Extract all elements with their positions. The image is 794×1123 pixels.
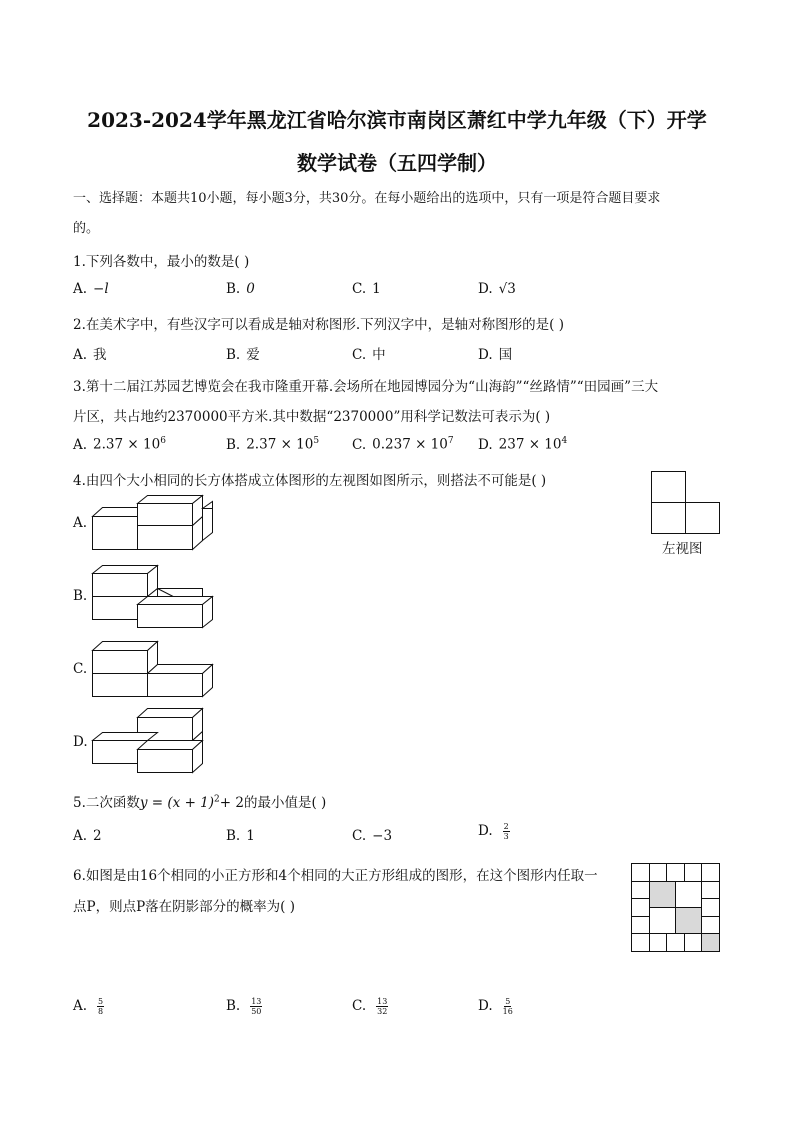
q6-option-a-fraction: $\frac{5}{8}$ [98, 997, 104, 1016]
q5-option-c: C. −3 [352, 828, 393, 844]
q5-stem: 5.二次函数$y = (x + 1)^2+ 2$的最小值是( ) [73, 794, 327, 811]
q3-stem-line2: 片区，共占地约2370000平方米.其中数据“2370000”用科学记数法可表示为( ) [73, 409, 551, 425]
q6-option-b: B. $\frac{13}{50}$ [226, 997, 262, 1016]
q6-option-c: C. $\frac{13}{32}$ [352, 997, 388, 1016]
exam-title-line2: 数学试卷（五四学制） [297, 151, 497, 175]
q3-option-d: D. $237 \times 10^4$ [478, 436, 568, 453]
q4-stem: 4.由四个大小相同的长方体搭成立体图形的左视图如图所示，则搭法不可能是( ) [73, 473, 547, 489]
q3-option-b: B. $2.37 \times 10^5$ [226, 436, 320, 453]
q2-stem: 2.在美术字中，有些汉字可以看成是轴对称图形.下列汉字中，是轴对称图形的是( ) [73, 317, 564, 333]
q2-option-c: C. 中 [352, 347, 386, 363]
q6-grid-figure [630, 862, 722, 954]
q1-stem: 1.下列各数中，最小的数是( ) [73, 254, 250, 270]
q4-option-b-label: B. [73, 588, 88, 604]
q1-option-d: D. √3 [478, 281, 516, 297]
q4-option-a-label: A. [73, 515, 88, 531]
q3-stem-line1: 3.第十二届江苏园艺博览会在我市隆重开幕.会场所在地园博园分为“山海韵”“丝路情”“田园画”三大 [73, 379, 659, 395]
q6-stem-line1: 6.如图是由16个相同的小正方形和4个相同的大正方形组成的图形，在这个图形内任取一 [73, 868, 598, 884]
q3-option-a: A. $2.37 \times 10^6$ [73, 436, 166, 453]
q6-option-c-fraction: $\frac{13}{32}$ [377, 997, 388, 1016]
q1-option-b: B. 0 [226, 281, 255, 297]
q6-option-d-fraction: $\frac{5}{16}$ [502, 997, 513, 1016]
exam-title-line1: 2023-2024学年黑龙江省哈尔滨市南岗区萧红中学九年级（下）开学 [87, 108, 707, 132]
q4-option-b-figure [90, 563, 220, 631]
q4-option-c-label: C. [73, 661, 88, 677]
left-view-figure [648, 469, 722, 535]
q3-option-c: C. $0.237 \times 10^7$ [352, 436, 454, 453]
q5-option-d: D. $\frac{2}{3}$ [478, 822, 509, 841]
q6-stem-line2: 点P，则点P落在阴影部分的概率为( ) [73, 899, 295, 915]
q1-option-c: C. 1 [352, 281, 381, 297]
q2-option-d: D. 国 [478, 347, 513, 363]
q4-option-d-figure [90, 706, 220, 776]
left-view-caption: 左视图 [662, 541, 703, 557]
q5-option-b: B. 1 [226, 828, 255, 844]
q6-option-b-fraction: $\frac{13}{50}$ [251, 997, 262, 1016]
q6-option-a: A. $\frac{5}{8}$ [73, 997, 104, 1016]
q2-option-a: A. 我 [73, 347, 107, 363]
q5-option-d-fraction: $\frac{2}{3}$ [503, 822, 509, 841]
q2-option-b: B. 爱 [226, 347, 260, 363]
section-instructions-line1: 一、选择题：本题共10小题，每小题3分，共30分。在每小题给出的选项中，只有一项是符合题目要求 [73, 191, 661, 206]
q4-option-d-label: D. [73, 734, 88, 750]
q5-option-a: A. 2 [73, 828, 102, 844]
q4-option-a-figure [90, 494, 220, 554]
section-instructions-line2: 的。 [73, 221, 100, 236]
q6-option-d: D. $\frac{5}{16}$ [478, 997, 513, 1016]
q1-option-a: A. −l [73, 281, 109, 297]
q4-option-c-figure [90, 638, 220, 700]
